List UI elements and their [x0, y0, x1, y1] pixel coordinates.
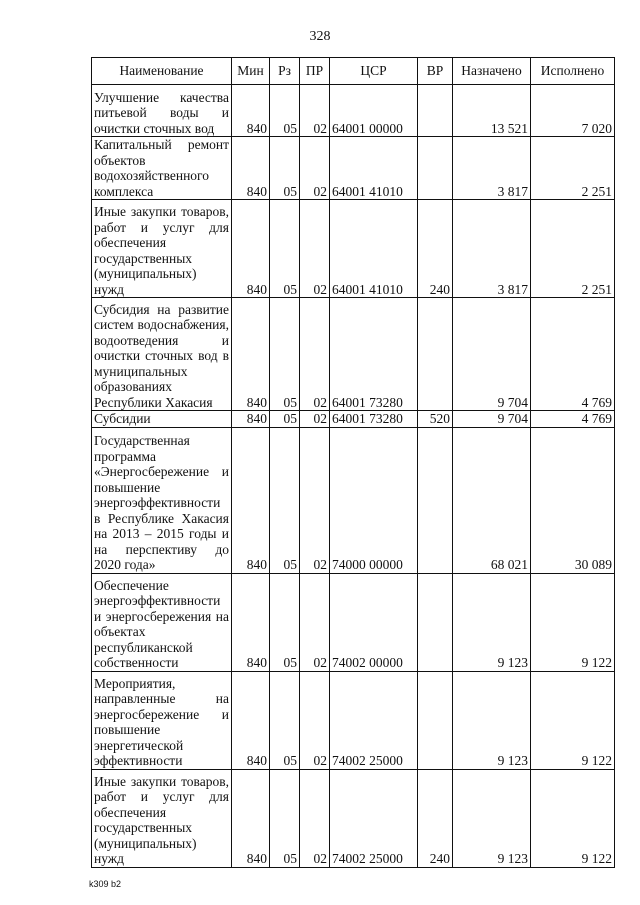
- budget-table: [91, 57, 615, 868]
- table-row: [92, 85, 615, 137]
- row-rz: 05: [270, 85, 300, 137]
- table-row: [92, 573, 615, 671]
- row-executed: 9 122: [531, 671, 615, 769]
- row-name: Субсидии: [92, 411, 232, 428]
- row-rz: 05: [270, 298, 300, 411]
- row-assigned: 9 123: [453, 671, 531, 769]
- row-csr: 64001 73280: [330, 411, 418, 428]
- row-vr: [418, 85, 453, 137]
- table-header-row: [92, 58, 615, 85]
- row-csr: 64001 00000: [330, 85, 418, 137]
- row-rz: 05: [270, 411, 300, 428]
- table-row: [92, 411, 615, 428]
- row-executed: 4 769: [531, 411, 615, 428]
- row-assigned: 9 704: [453, 411, 531, 428]
- row-assigned: 9 123: [453, 769, 531, 867]
- row-vr: [418, 671, 453, 769]
- row-assigned: 3 817: [453, 200, 531, 298]
- row-pr: 02: [300, 200, 330, 298]
- row-vr: [418, 137, 453, 200]
- row-executed: 9 122: [531, 573, 615, 671]
- page-number: 328: [309, 29, 331, 44]
- row-name: Государственная программа «Энергосбережение и повышение энергоэффективности в Республике Хакасия на 2013 – 2015 годы и на перспективу до 2020 года»: [92, 427, 232, 573]
- row-pr: 02: [300, 298, 330, 411]
- row-assigned: 3 817: [453, 137, 531, 200]
- row-name: Капитальный ремонт объектов водохозяйственного комплекса: [92, 137, 232, 200]
- table-row: [92, 769, 615, 867]
- column-header-rz: Рз: [270, 58, 300, 85]
- column-header-assigned: Назначено: [453, 58, 531, 85]
- row-min: 840: [232, 573, 270, 671]
- row-pr: 02: [300, 671, 330, 769]
- row-rz: 05: [270, 769, 300, 867]
- row-pr: 02: [300, 85, 330, 137]
- row-min: 840: [232, 298, 270, 411]
- row-name: Улучшение качества питьевой воды и очистки сточных вод: [92, 85, 232, 137]
- column-header-pr: ПР: [300, 58, 330, 85]
- row-name: Мероприятия, направленные на энергосбережение и повышение энергетической эффективности: [92, 671, 232, 769]
- row-rz: 05: [270, 573, 300, 671]
- row-assigned: 68 021: [453, 427, 531, 573]
- row-csr: 64001 73280: [330, 298, 418, 411]
- row-vr: [418, 298, 453, 411]
- row-pr: 02: [300, 573, 330, 671]
- row-executed: 9 122: [531, 769, 615, 867]
- row-vr: 240: [418, 769, 453, 867]
- row-csr: 74000 00000: [330, 427, 418, 573]
- column-header-executed: Исполнено: [531, 58, 615, 85]
- row-executed: 4 769: [531, 298, 615, 411]
- column-header-vr: ВР: [418, 58, 453, 85]
- column-header-min: Мин: [232, 58, 270, 85]
- table-row: [92, 671, 615, 769]
- row-min: 840: [232, 411, 270, 428]
- row-rz: 05: [270, 200, 300, 298]
- row-assigned: 9 704: [453, 298, 531, 411]
- row-name: Обеспечение энергоэффективности и энергосбережения на объектах республиканской собственности: [92, 573, 232, 671]
- row-name: Иные закупки товаров, работ и услуг для обеспечения государственных (муниципальных) нужд: [92, 769, 232, 867]
- row-pr: 02: [300, 411, 330, 428]
- row-executed: 2 251: [531, 137, 615, 200]
- row-csr: 64001 41010: [330, 137, 418, 200]
- row-pr: 02: [300, 427, 330, 573]
- row-csr: 74002 00000: [330, 573, 418, 671]
- row-rz: 05: [270, 671, 300, 769]
- column-header-csr: ЦСР: [330, 58, 418, 85]
- table-row: [92, 137, 615, 200]
- row-min: 840: [232, 671, 270, 769]
- row-min: 840: [232, 769, 270, 867]
- row-csr: 74002 25000: [330, 769, 418, 867]
- row-csr: 64001 41010: [330, 200, 418, 298]
- row-executed: 2 251: [531, 200, 615, 298]
- row-name: Иные закупки товаров, работ и услуг для обеспечения государственных (муниципальных) нужд: [92, 200, 232, 298]
- table-row: [92, 200, 615, 298]
- row-vr: [418, 573, 453, 671]
- row-vr: 240: [418, 200, 453, 298]
- row-name: Субсидия на развитие систем водоснабжения, водоотведения и очистки сточных вод в муниципальных образованиях Республики Хакасия: [92, 298, 232, 411]
- row-min: 840: [232, 85, 270, 137]
- row-pr: 02: [300, 137, 330, 200]
- footer-code: k309 b2: [89, 879, 122, 889]
- row-pr: 02: [300, 769, 330, 867]
- row-assigned: 9 123: [453, 573, 531, 671]
- row-min: 840: [232, 200, 270, 298]
- table-row: [92, 298, 615, 411]
- row-executed: 7 020: [531, 85, 615, 137]
- row-min: 840: [232, 137, 270, 200]
- row-min: 840: [232, 427, 270, 573]
- row-vr: [418, 427, 453, 573]
- row-rz: 05: [270, 427, 300, 573]
- column-header-name: Наименование: [92, 58, 232, 85]
- row-executed: 30 089: [531, 427, 615, 573]
- row-rz: 05: [270, 137, 300, 200]
- row-assigned: 13 521: [453, 85, 531, 137]
- row-vr: 520: [418, 411, 453, 428]
- table-row: [92, 427, 615, 573]
- row-csr: 74002 25000: [330, 671, 418, 769]
